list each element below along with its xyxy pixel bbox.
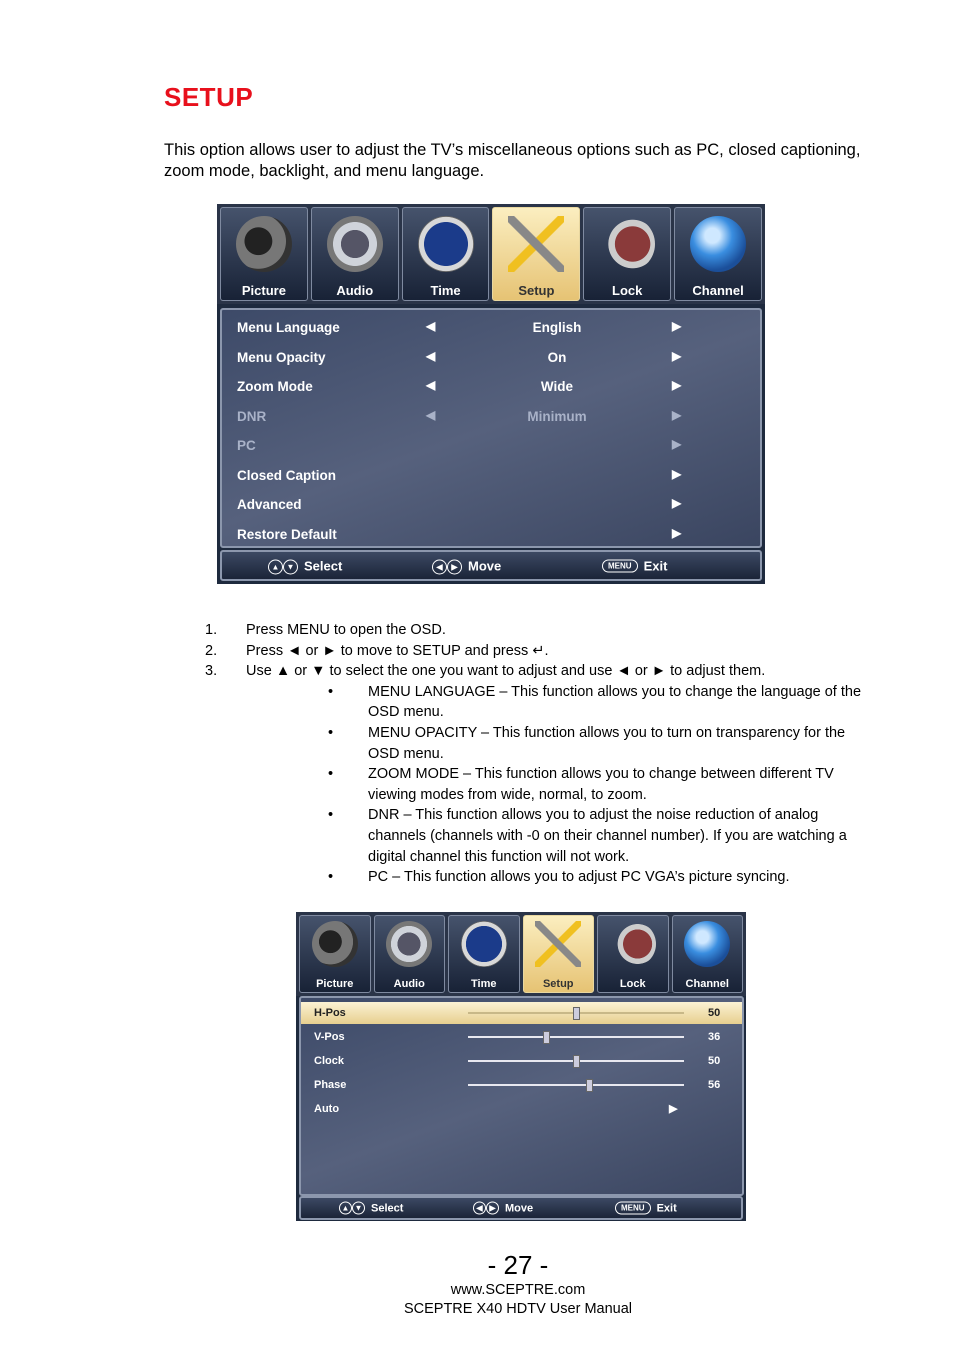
up-button-icon: ▲: [339, 1202, 352, 1215]
footer-select: ▲ ▼ Select: [268, 557, 342, 574]
left-button-icon: ◀: [473, 1202, 486, 1215]
left-arrow-icon: ◀: [426, 319, 436, 333]
slider-thumb: [543, 1031, 550, 1044]
tab-audio: Audio: [374, 915, 446, 993]
right-arrow-icon: ▶: [672, 408, 682, 422]
bullet-icon: •: [328, 724, 334, 741]
slider-track: [468, 1036, 684, 1038]
footer-select: ▲ ▼ Select: [339, 1202, 403, 1215]
slider-thumb: [573, 1007, 580, 1020]
globe-icon: [690, 216, 746, 272]
right-arrow-icon: ▶: [672, 467, 682, 481]
option-zoom-mode: Zoom Mode ◀ Wide ▶: [237, 378, 682, 394]
step-item: 2. Press ◄ or ► to move to SETUP and press ↵.: [205, 642, 549, 659]
page-number: - 27 -: [487, 1250, 549, 1280]
tools-icon: [508, 216, 564, 272]
list-item: • DNR – This function allows you to adjust the noise reduction of analog channels (channels with -0 on their channel number). If you are watching a digital channel this function will not work.: [328, 807, 847, 865]
lock-icon: [599, 216, 655, 272]
page-title: SETUP: [164, 82, 254, 112]
camera-icon: [312, 921, 358, 967]
setup-menu-screenshot: [217, 204, 765, 584]
tab-audio: Audio: [311, 207, 399, 301]
bullet-icon: •: [328, 869, 334, 886]
bullet-icon: •: [328, 807, 334, 824]
down-button-icon: ▼: [352, 1202, 365, 1215]
alarm-clock-icon: [418, 216, 474, 272]
camera-icon: [236, 216, 292, 272]
list-item: • ZOOM MODE – This function allows you to change between different TV viewing modes from wide, normal, to zoom.: [328, 766, 834, 803]
lock-icon: [610, 921, 656, 967]
right-arrow-icon: ▶: [672, 526, 682, 540]
list-item: • MENU LANGUAGE – This function allows you to change the language of the OSD menu.: [328, 683, 862, 721]
right-arrow-icon: ▶: [672, 319, 682, 333]
list-item: • MENU OPACITY – This function allows you to turn on transparency for the OSD menu.: [328, 724, 846, 762]
option-phase: Phase 56: [314, 1079, 721, 1091]
globe-icon: [684, 921, 730, 967]
tab-time: Time: [448, 915, 520, 993]
step-item: 1. Press MENU to open the OSD.: [205, 622, 446, 638]
website-footer: www.SCEPTRE.com: [450, 1282, 586, 1298]
tab-lock: Lock: [597, 915, 669, 993]
tools-icon: [535, 921, 581, 967]
osd-footer-bar: [299, 1196, 743, 1220]
menu-key-icon: MENU: [602, 559, 638, 572]
tab-picture: Picture: [220, 207, 308, 301]
tab-channel: Channel: [672, 915, 744, 993]
step-item: 3. Use ▲ or ▼ to select the one you want to adjust and use ◄ or ► to adjust them.: [205, 663, 766, 680]
footer-exit: MENU Exit: [615, 1202, 677, 1215]
slider-track: [468, 1084, 684, 1086]
footer-move: ◀ ▶ Move: [432, 557, 501, 574]
option-advanced: Advanced ▶: [237, 496, 682, 512]
option-v-pos: V-Pos 36: [314, 1031, 721, 1043]
option-menu-language: Menu Language ◀ English ▶: [237, 319, 682, 335]
tab-setup: Setup: [523, 915, 595, 993]
option-h-pos: H-Pos 50: [301, 1002, 742, 1024]
option-clock: Clock 50: [314, 1055, 721, 1067]
pc-options-panel: [299, 996, 744, 1196]
footer-move: ◀ ▶ Move: [473, 1202, 533, 1215]
option-dnr: DNR ◀ Minimum ▶: [237, 408, 682, 424]
left-arrow-icon: ◀: [426, 349, 436, 363]
tab-time: Time: [402, 207, 490, 301]
tab-setup: Setup: [492, 207, 580, 301]
option-descriptions: [328, 682, 875, 888]
bullet-icon: •: [328, 766, 334, 783]
right-arrow-icon: ▶: [672, 349, 682, 363]
slider-thumb: [573, 1055, 580, 1068]
left-arrow-icon: ◀: [426, 408, 436, 422]
alarm-clock-icon: [461, 921, 507, 967]
option-auto: Auto ▶: [314, 1103, 678, 1115]
option-restore-default: Restore Default ▶: [237, 526, 682, 542]
slider-track: [468, 1060, 684, 1062]
tab-lock: Lock: [583, 207, 671, 301]
right-arrow-icon: ▶: [669, 1103, 678, 1115]
pc-menu-screenshot: [296, 912, 746, 1221]
setup-options-panel: [220, 308, 762, 548]
down-button-icon: ▼: [283, 559, 298, 574]
up-button-icon: ▲: [268, 559, 283, 574]
menu-tab-bar: [217, 204, 765, 304]
osd-footer-bar: [220, 550, 762, 581]
right-arrow-icon: ▶: [672, 496, 682, 510]
footer-exit: MENU Exit: [602, 558, 667, 573]
menu-tab-bar: [296, 912, 746, 996]
slider-track: [468, 1012, 684, 1014]
option-closed-caption: Closed Caption ▶: [237, 467, 682, 483]
right-arrow-icon: ▶: [672, 437, 682, 451]
tab-picture: Picture: [299, 915, 371, 993]
list-item: • PC – This function allows you to adjust PC VGA’s picture syncing.: [328, 867, 875, 888]
bullet-icon: •: [328, 683, 334, 700]
headphones-icon: [327, 216, 383, 272]
slider-thumb: [586, 1079, 593, 1092]
tab-channel: Channel: [674, 207, 762, 301]
instructions: [205, 620, 875, 888]
left-arrow-icon: ◀: [426, 378, 436, 392]
option-pc: PC ▶: [237, 437, 682, 453]
menu-key-icon: MENU: [615, 1202, 651, 1215]
right-arrow-icon: ▶: [672, 378, 682, 392]
manual-title-footer: SCEPTRE X40 HDTV User Manual: [403, 1301, 633, 1317]
option-menu-opacity: Menu Opacity ◀ On ▶: [237, 349, 682, 365]
right-button-icon: ▶: [447, 559, 462, 574]
left-button-icon: ◀: [432, 559, 447, 574]
intro-paragraph: This option allows user to adjust the TV’s miscellaneous options such as PC, closed captioning, zoom mode, backlight, and menu language.: [164, 141, 861, 180]
right-button-icon: ▶: [486, 1202, 499, 1215]
headphones-icon: [386, 921, 432, 967]
